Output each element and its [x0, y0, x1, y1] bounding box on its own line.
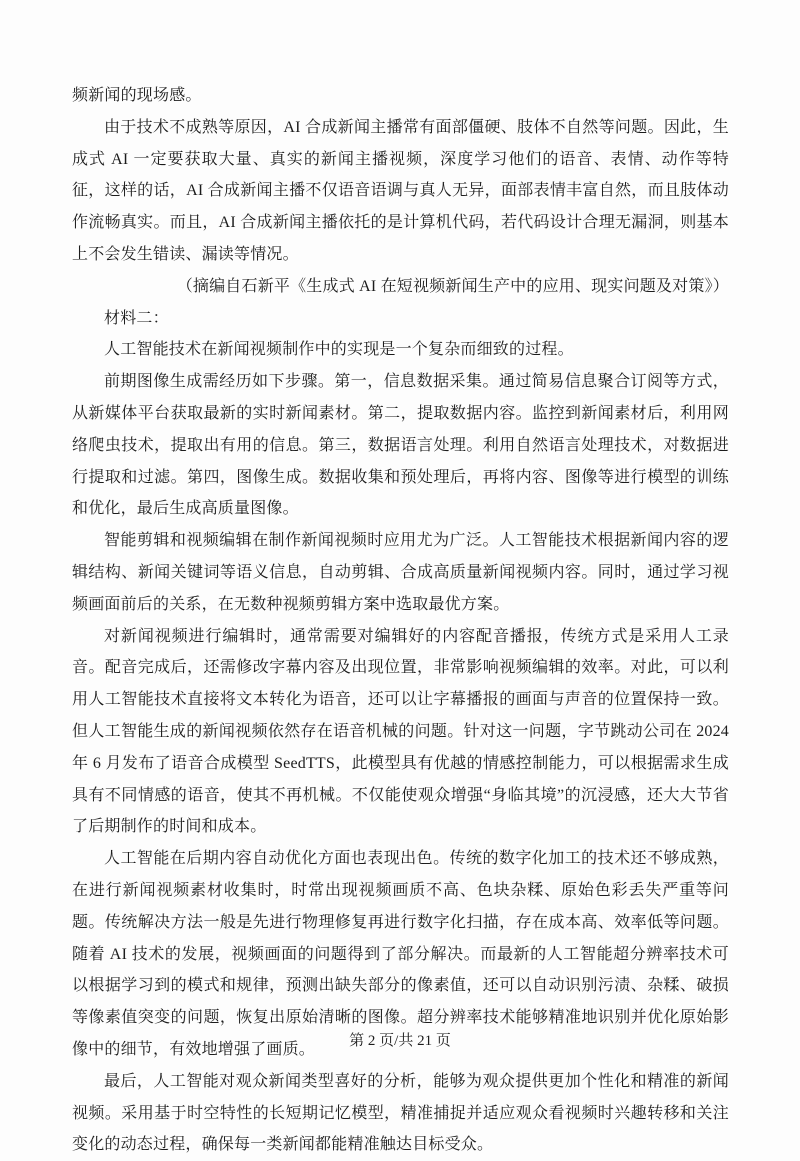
paragraph-smart-editing: 智能剪辑和视频编辑在制作新闻视频时应用尤为广泛。人工智能技术根据新闻内容的逻辑结构、新闻关键词等语义信息，自动剪辑、合成高质量新闻视频内容。同时，通过学习视频画面前后的关系，在无数种视频剪辑方案中选取最优方案。	[72, 532, 729, 613]
paragraph-voice-synthesis: 对新闻视频进行编辑时，通常需要对编辑好的内容配音播报，传统方式是采用人工录音。配音完成后，还需修改字幕内容及出现位置，非常影响视频编辑的效率。对此，可以利用人工智能技术直接将文本转化为语音，还可以让字幕播报的画面与声音的位置保持一致。但人工智能生成的新闻视频依然存在语音机械的问题。针对这一问题，字节跳动公司在 2024 年 6 月发布了语音合成模型 SeedTTS，此模型具有优越的情感控制能力，可以根据需求生成具有不同情感的语音，使其不再机械。不仅能使观众增强“身临其境”的沉浸感，还大大节省了后期制作的时间和成本。	[72, 627, 729, 836]
attribution-line: （摘编自石新平《生成式 AI 在短视频新闻生产中的应用、现实问题及对策》）	[176, 277, 729, 295]
page-number: 第 2 页/共 21 页	[349, 1033, 451, 1049]
paragraph-image-generation-steps: 前期图像生成需经历如下步骤。第一，信息数据采集。通过简易信息聚合订阅等方式，从新媒体平台获取最新的实时新闻素材。第二，提取数据内容。监控到新闻素材后，利用网络爬虫技术，提取出有用的信息。第三，数据语言处理。利用自然语言处理技术，对数据进行提取和过滤。第四，图像生成。数据收集和预处理后，再将内容、图像等进行模型的训练和优化，最后生成高质量图像。	[72, 373, 729, 518]
material-two-heading: 材料二：	[104, 309, 169, 327]
paragraph-continuation: 频新闻的现场感。	[72, 87, 202, 104]
paragraph-post-optimization: 人工智能在后期内容自动优化方面也表现出色。传统的数字化加工的技术还不够成熟，在进行新闻视频素材收集时，时常出现视频画质不高、色块杂糅、原始色彩丢失严重等问题。传统解决方法一般是先进行物理修复再进行数字化扫描，存在成本高、效率低等问题。随着 AI 技术的发展，视频画面的问题得到了部分解决。而最新的人工智能超分辨率技术可以根据学习到的模式和规律，预测出缺失部分的像素值，还可以自动识别污渍、杂糅、破损等像素值突变的问题，恢复出原始清晰的图像。超分辨率技术能够精准地识别并优化原始影像中的细节，有效地增强了画质。	[72, 850, 729, 1058]
paragraph-personalization: 最后，人工智能对观众新闻类型喜好的分析，能够为观众提供更加个性化和精准的新闻视频。采用基于时空特性的长短期记忆模型，精准捕捉并适应观众看视频时兴趣转移和关注变化的动态过程，确保每一类新闻都能精准触达目标受众。	[72, 1072, 729, 1154]
paragraph-ai-anchor-issues: 由于技术不成熟等原因，AI 合成新闻主播常有面部僵硬、肢体不自然等问题。因此，生成式 AI 一定要获取大量、真实的新闻主播视频，深度学习他们的语音、表情、动作等特征，这样的话，AI 合成新闻主播不仅语音语调与真人无异，面部表情丰富自然，而且肢体动作流畅真实。而且，AI 合成新闻主播依托的是计算机代码，若代码设计合理无漏洞，则基本上不会发生错读、漏读等情况。	[72, 118, 729, 263]
paragraph-intro: 人工智能技术在新闻视频制作中的实现是一个复杂而细致的过程。	[104, 341, 574, 359]
